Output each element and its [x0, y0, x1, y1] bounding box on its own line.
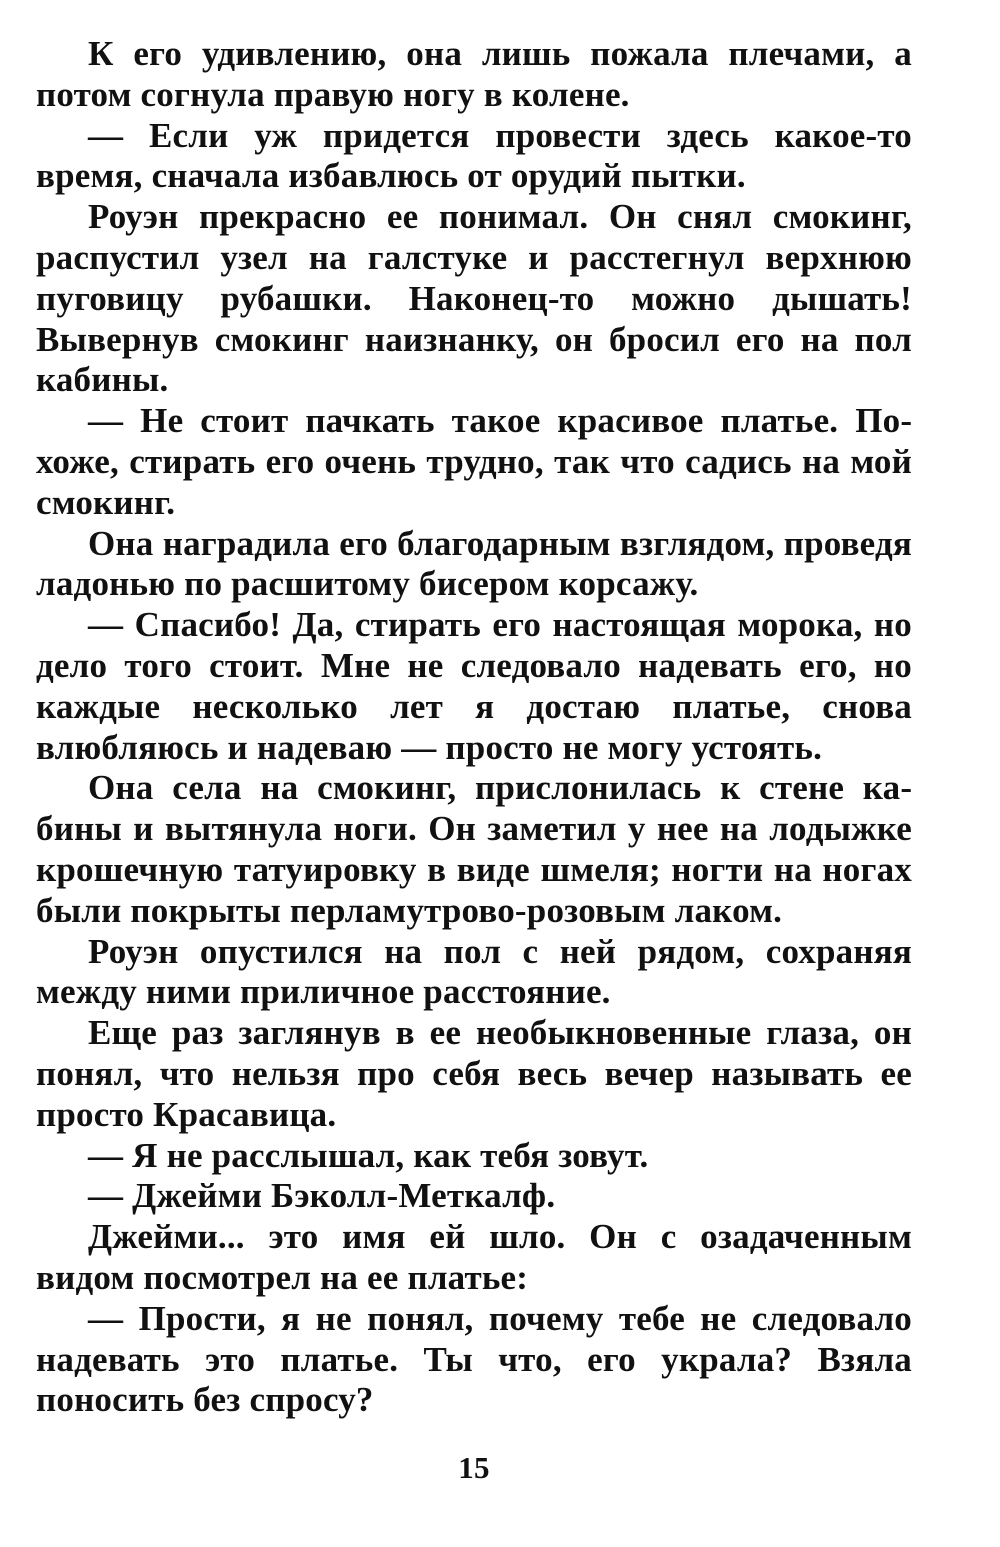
paragraph: — Прости, я не понял, почему тебе не следовало надевать это платье. Ты что, его украла? Взяла поносить без спросу? [36, 1298, 912, 1420]
paragraph: К его удивлению, она лишь пожала плечами, а потом согнула правую ногу в колене. [36, 34, 912, 114]
paragraph: — Если уж придется провести здесь какое-то время, сначала избавлюсь от орудий пытки. [36, 115, 912, 196]
paragraph: — Джейми Бэколл-Меткалф. [88, 1176, 556, 1216]
paragraph: Роуэн прекрасно ее понимал. Он снял смокинг, распустил узел на галстуке и расстегнул верхнюю пуговицу рубашки. Наконец-то можно дышать! Вывернув смокинг наизнанку, он бросил его на пол кабины. [36, 197, 912, 400]
paragraph: — Не стоит пачкать такое красивое платье. Похоже, стирать его очень трудно, так что садись на мой смокинг. [36, 401, 912, 522]
paragraph: Джейми... это имя ей шло. Он с озадаченным видом посмотрел на ее платье: [36, 1217, 912, 1297]
page-number: 15 [458, 1450, 490, 1485]
paragraph: — Спасибо! Да, стирать его настоящая морока, но дело того стоит. Мне не следовало надевать его, но каждые несколько лет я достаю платье, снова влюбляюсь и надеваю — просто не могу устоять. [36, 605, 912, 767]
paragraph: Она наградила его благодарным взглядом, проведя ладонью по расшитому бисером корсажу. [36, 523, 912, 604]
book-page [36, 34, 912, 1514]
paragraph: Еще раз заглянув в ее необыкновенные глаза, он понял, что нельзя про себя весь вечер называть ее просто Красавица. [36, 1013, 912, 1134]
paragraph: Роуэн опустился на пол с ней рядом, сохраняя между ними приличное расстояние. [36, 931, 912, 1012]
paragraph: Она села на смокинг, прислонилась к стене кабины и вытянула ноги. Он заметил у нее на лодыжке крошечную татуировку в виде шмеля; ногти на ногах были покрыты перламутрово-розовым лаком. [36, 768, 912, 930]
page-body [36, 34, 912, 1421]
paragraph: — Я не расслышал, как тебя зовут. [88, 1135, 649, 1175]
